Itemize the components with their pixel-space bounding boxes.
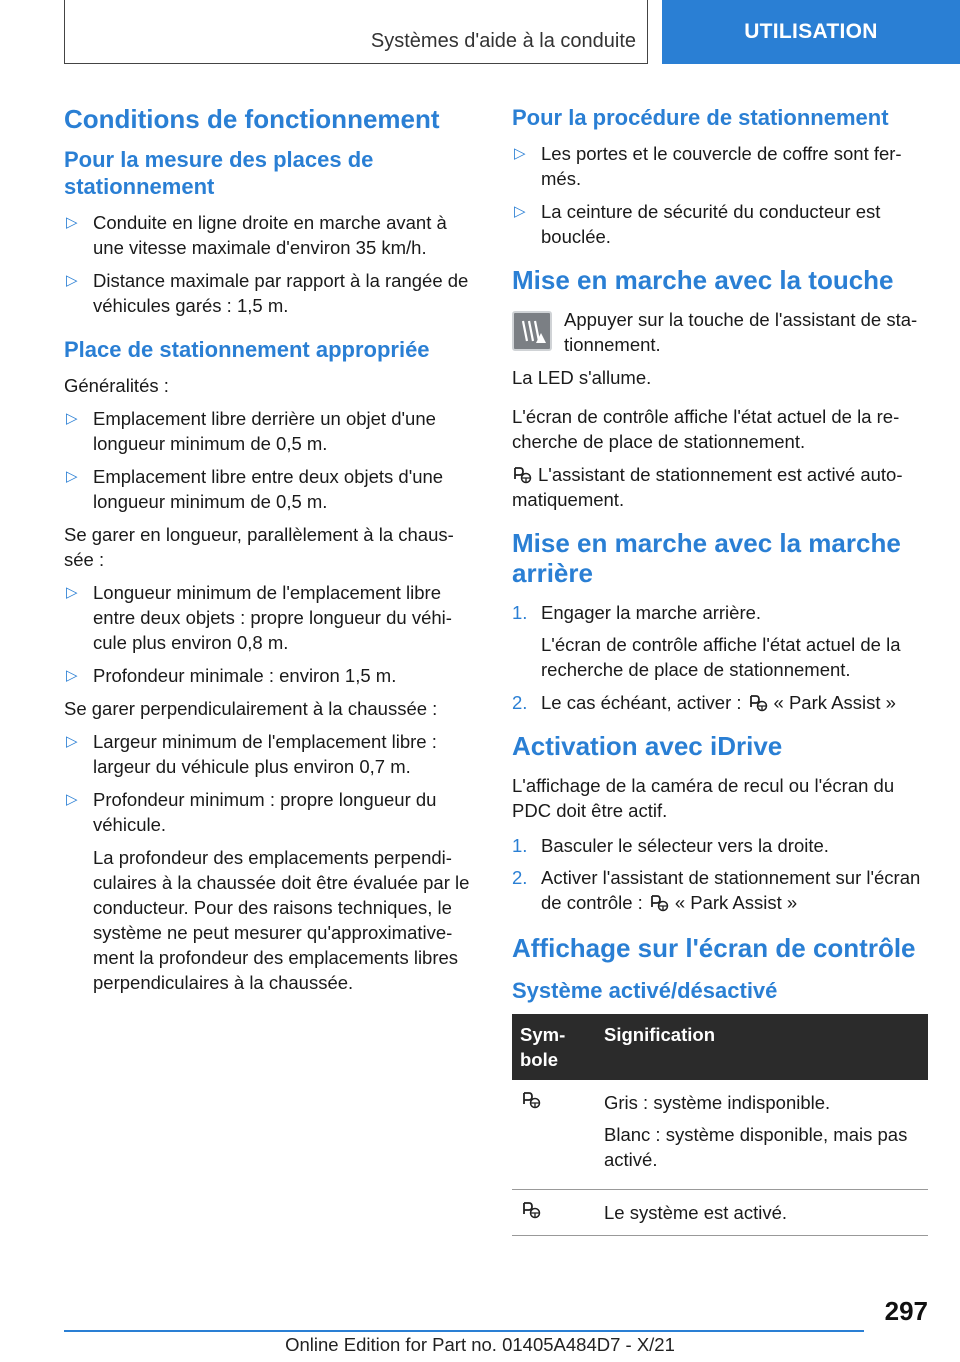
list-item: ▷ Largeur minimum de l'emplacement libre : largeur du véhicule plus environ 0,7 m. (66, 731, 437, 777)
step-note: L'écran de contrôle affiche l'état actuel de la recherche de place de stationnement. (541, 634, 901, 680)
triangle-bullet-icon: ▷ (66, 214, 78, 231)
triangle-bullet-icon: ▷ (66, 733, 78, 750)
triangle-bullet-icon: ▷ (66, 468, 78, 485)
list-item: ▷ Conduite en ligne droite en marche avant à une vitesse maximale d'environ 35 km/h. (66, 212, 447, 258)
heading-button: Mise en marche avec la touche (512, 265, 894, 295)
symbol-table (512, 1014, 928, 1236)
list-item: ▷ Profondeur minimum : propre longueur du véhicule. (66, 789, 437, 835)
triangle-bullet-icon: ▷ (514, 203, 526, 220)
list-item: ▷ Les portes et le couvercle de coffre sont fer‐més. (514, 143, 902, 189)
list-item: ▷ Emplacement libre entre deux objets d'une longueur minimum de 0,5 m. (66, 466, 444, 512)
perp-note: La profondeur des emplacements perpendi‐culaires à la chaussée doit être évaluée par le conducteur. Pour des raisons techniques, le système ne peut mesurer qu'approximative‐ment la profondeur des emplacements libres perpendiculaires à la chaussée. (93, 847, 470, 993)
general-label: Généralités : (64, 375, 169, 396)
col-symbol: Sym‐bole (512, 1014, 596, 1080)
heading-idrive: Activation avec iDrive (512, 731, 783, 761)
heading-place: Place de stationnement appropriée (64, 337, 430, 362)
list-item: ▷ La ceinture de sécurité du conducteur est bouclée. (514, 201, 881, 247)
park-assist-active-icon (520, 1201, 542, 1219)
led-text: La LED s'allume. (512, 367, 652, 388)
parallel-label: Se garer en longueur, parallèlement à la chaus‐sée : (64, 524, 454, 570)
heading-conditions: Conditions de fonctionnement (64, 104, 440, 134)
triangle-bullet-icon: ▷ (66, 272, 78, 289)
triangle-bullet-icon: ▷ (514, 145, 526, 162)
heading-procedure: Pour la procédure de stationnement (512, 105, 889, 130)
perp-label: Se garer perpendiculairement à la chaussée : (64, 698, 438, 719)
park-assist-icon (649, 894, 669, 912)
triangle-bullet-icon: ▷ (66, 667, 78, 684)
park-assist-grey-icon (520, 1091, 542, 1109)
table-row: Le système est activé. (512, 1190, 928, 1236)
page-number: 297 (884, 1296, 928, 1326)
section-title: Systèmes d'aide à la conduite (370, 30, 636, 52)
list-item: 1. Basculer le sélecteur vers la droite. (512, 835, 829, 856)
list-item: ▷ Longueur minimum de l'emplacement libre entre deux objets : propre longueur du véhi‐cule plus environ 0,8 m. (66, 582, 452, 653)
park-button-icon (512, 311, 552, 351)
park-assist-icon (748, 694, 768, 712)
heading-measure: Pour la mesure des places de stationnement (64, 147, 374, 199)
list-item: 2. Le cas échéant, activer : « Park Assist » (512, 692, 896, 713)
list-item: ▷ Emplacement libre derrière un objet d'une longueur minimum de 0,5 m. (66, 408, 436, 454)
table-row: Gris : système indisponible. Blanc : système disponible, mais pas activé. (512, 1080, 928, 1190)
list-item: 2. Activer l'assistant de stationnement sur l'écran de contrôle : « Park Assist » (512, 867, 921, 913)
list-item: 1. Engager la marche arrière. (512, 602, 762, 623)
tab-utilisation[interactable]: UTILISATION (662, 0, 960, 64)
triangle-bullet-icon: ▷ (66, 791, 78, 808)
footer-divider (64, 1330, 864, 1332)
button-instruction: Appuyer sur la touche de l'assistant de sta‐tionnement. (512, 307, 928, 357)
list-item: ▷ Profondeur minimale : environ 1,5 m. (66, 665, 397, 686)
heading-display: Affichage sur l'écran de contrôle (512, 933, 916, 963)
triangle-bullet-icon: ▷ (66, 410, 78, 427)
heading-status: Système activé/désactivé (512, 978, 778, 1003)
left-column (64, 100, 478, 1003)
park-assist-icon (512, 466, 532, 484)
col-meaning: Signification (596, 1014, 928, 1080)
screen-text: L'écran de contrôle affiche l'état actuel de la re‐cherche de place de stationnement. (512, 406, 900, 452)
idrive-intro: L'affichage de la caméra de recul ou l'écran du PDC doit être actif. (512, 775, 895, 821)
list-item: ▷ Distance maximale par rapport à la rangée de véhicules garés : 1,5 m. (66, 270, 469, 316)
triangle-bullet-icon: ▷ (66, 584, 78, 601)
footer-edition: Online Edition for Part no. 01405A484D7 - X/21 (285, 1334, 675, 1355)
auto-text: L'assistant de stationnement est activé auto‐matiquement. (512, 464, 903, 510)
right-column (512, 100, 928, 1236)
heading-reverse: Mise en marche avec la marche arrière (512, 528, 901, 588)
